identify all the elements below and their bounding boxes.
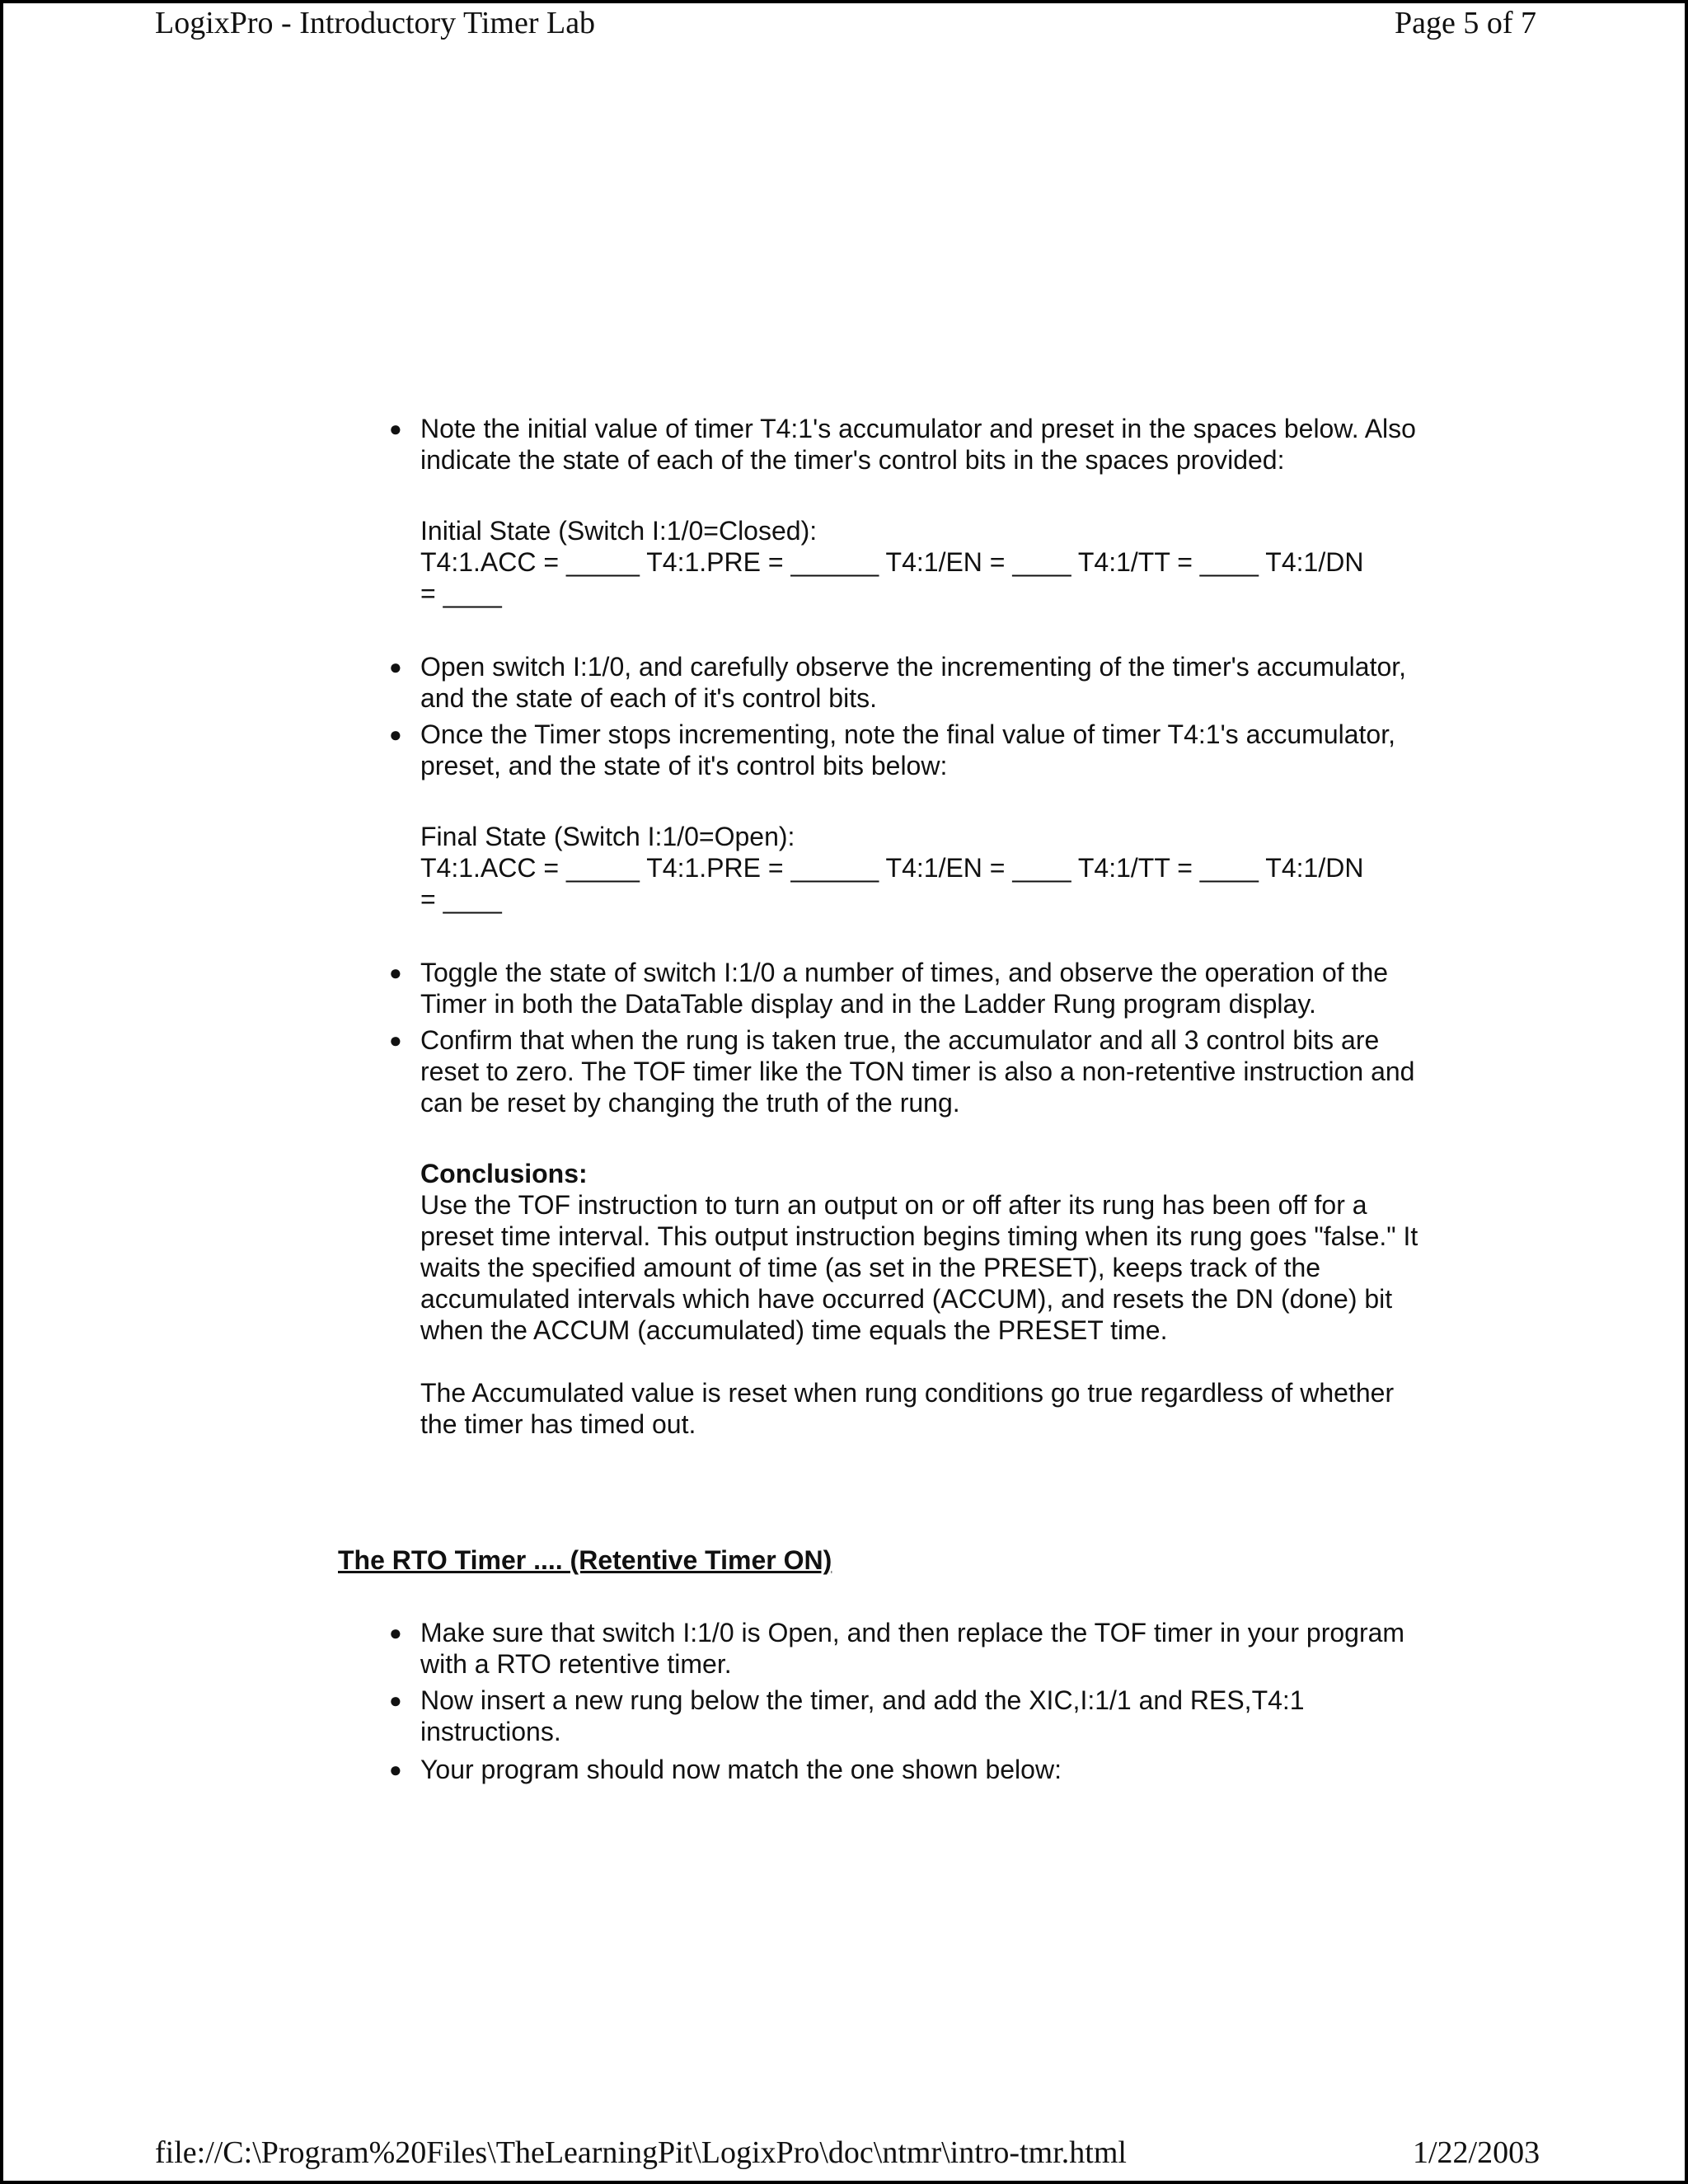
bullet-item [389,651,1428,714]
bullet-item [389,1024,1428,1118]
bullet-icon: ● [389,654,402,679]
conclusions-block [420,1158,1434,1440]
conclusions-paragraph: The Accumulated value is reset when rung conditions go true regardless of whether the timer has timed out. [420,1378,1395,1439]
initial-state-label: Initial State (Switch I:1/0=Closed): [420,516,818,546]
bullet-item [389,719,1428,781]
bullet-icon: ● [389,1028,402,1052]
bullet-icon: ● [389,722,402,747]
footer-file-path: file://C:\Program%20Files\TheLearningPit\LogixPro\doc\ntmr\intro-tmr.html [155,2135,1127,2170]
section-heading: The RTO Timer .... (Retentive Timer ON) [338,1545,832,1575]
bullet-icon: ● [389,1620,402,1645]
bullet-text: Toggle the state of switch I:1/0 a number of times, and observe the operation of the Timer in both the DataTable display and in the Ladder Rung program display. [420,958,1389,1019]
bullet-text: Now insert a new rung below the timer, and add the XIC,I:1/1 and RES,T4:1 instructions. [420,1685,1305,1746]
initial-state-fields: T4:1.ACC = _____ T4:1.PRE = ______ T4:1/EN = ____ T4:1/TT = ____ T4:1/DN [420,547,1364,577]
final-state-label: Final State (Switch I:1/0=Open): [420,822,795,851]
initial-state-block [420,515,1451,609]
bullet-icon: ● [389,1757,402,1782]
bullet-item [389,1754,1428,1785]
bullet-icon: ● [389,1688,402,1713]
bullet-item [389,1685,1428,1747]
bullet-icon: ● [389,416,402,441]
bullet-text: Confirm that when the rung is taken true, the accumulator and all 3 control bits are reset to zero. The TOF timer like the TON timer is also a non-retentive instruction and can be reset by changing the truth of the rung. [420,1025,1415,1118]
header-page-number: Page 5 of 7 [1395,6,1537,40]
conclusions-paragraph: Use the TOF instruction to turn an output on or off after its rung has been off for a preset time interval. This output instruction begins timing when its rung goes "false." It waits the specified amount of time (as set in the PRESET), keeps track of the accumulated intervals which have occurred (ACCUM), and resets the DN (done) bit when the ACCUM (accumulated) time equals the PRESET time. [420,1190,1418,1345]
bullet-item [389,1617,1428,1680]
final-state-fields: T4:1.ACC = _____ T4:1.PRE = ______ T4:1/EN = ____ T4:1/TT = ____ T4:1/DN [420,853,1364,883]
footer-date: 1/22/2003 [1413,2135,1540,2170]
header-title: LogixPro - Introductory Timer Lab [155,6,596,40]
conclusions-title: Conclusions: [420,1159,588,1188]
bullet-text: Note the initial value of timer T4:1's accumulator and preset in the spaces below. Also indicate the state of each of the timer's control bits in the spaces provided: [420,414,1416,475]
final-state-block [420,821,1451,915]
final-state-fields-cont: = ____ [420,884,502,914]
bullet-item [389,957,1428,1019]
bullet-text: Make sure that switch I:1/0 is Open, and then replace the TOF timer in your program with a RTO retentive timer. [420,1618,1405,1679]
bullet-icon: ● [389,960,402,985]
initial-state-fields-cont: = ____ [420,579,502,608]
bullet-text: Your program should now match the one shown below: [420,1755,1062,1784]
bullet-text: Open switch I:1/0, and carefully observe the incrementing of the timer's accumulator, and the state of each of it's control bits. [420,652,1407,713]
bullet-text: Once the Timer stops incrementing, note the final value of timer T4:1's accumulator, preset, and the state of it's control bits below: [420,719,1395,780]
bullet-item [389,413,1428,476]
